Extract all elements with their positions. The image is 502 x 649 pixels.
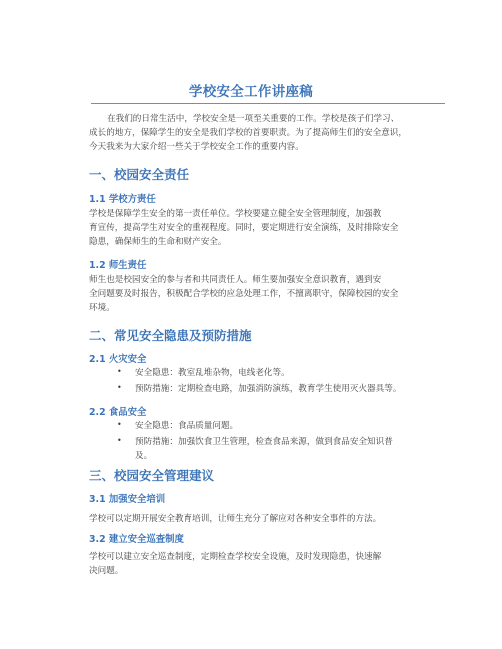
bullet-item: 安全隐患：教室乱堆杂物，电线老化等。 [135,368,290,378]
subsection-heading: 1.1 学校方责任 [89,194,156,205]
subsection-paragraph [89,512,381,526]
paragraph-line: 隐患，确保师生的生命和财产安全。 [89,237,227,247]
paragraph-line: 学校可以建立安全巡查制度，定期检查学校安全设施，及时发现隐患，快速解 [89,552,382,562]
bullet-icon: • [117,383,122,392]
paragraph-line: 决问题。 [89,566,124,576]
intro-paragraph [89,112,407,154]
paragraph-line: 育宣传，提高学生对安全的重视程度。同时，要定期进行安全演练，及时排除安全 [89,223,399,233]
document-title: 学校安全工作讲座稿 [188,84,314,100]
subsection-heading: 2.1 火灾安全 [89,354,147,365]
bullet-icon: • [117,436,122,445]
bullet-item-continuation: 及。 [135,451,153,461]
bullet-item: 预防措施：定期检查电路，加强消防演练，教育学生使用灭火器具等。 [135,384,402,394]
subsection-heading: 3.2 建立安全巡查制度 [89,534,184,545]
paragraph-line: 全问题要及时报告，积极配合学校的应急处理工作，不擅离职守，保障校园的安全 [89,289,399,299]
title-underline [91,103,445,104]
intro-line: 成长的地方，保障学生的安全是我们学校的首要职责。为了提高师生们的安全意识， [89,128,407,138]
bullet-item: 预防措施：加强饮食卫生管理，检查食品来源，做到食品安全知识普 [135,437,393,447]
section-heading: 二、常见安全隐患及预防措施 [89,328,252,343]
paragraph-line: 师生也是校园安全的参与者和共同责任人。师生要加强安全意识教育，遇到安 [89,275,382,285]
subsection-paragraph [89,207,398,249]
section-heading: 一、校园安全责任 [89,167,190,182]
bullet-icon: • [117,420,122,429]
intro-line: 在我们的日常生活中，学校安全是一项至关重要的工作。学校是孩子们学习、 [107,114,400,124]
paragraph-line: 学校是保障学生安全的第一责任单位。学校要建立健全安全管理制度，加强教 [89,209,382,219]
subsection-heading: 1.2 师生责任 [89,260,147,271]
subsection-paragraph [89,550,381,578]
intro-line: 今天我来为大家介绍一些关于学校安全工作的重要内容。 [89,142,304,152]
bullet-item: 安全隐患：食品质量问题。 [135,421,239,431]
subsection-heading: 2.2 食品安全 [89,407,147,418]
paragraph-line: 环境。 [89,303,115,313]
subsection-heading: 3.1 加强安全培训 [89,494,166,505]
paragraph-line: 学校可以定期开展安全教育培训，让师生充分了解应对各种安全事件的方法。 [89,514,382,524]
section-heading: 三、校园安全管理建议 [89,468,215,483]
bullet-icon: • [117,367,122,376]
subsection-paragraph [89,273,398,315]
